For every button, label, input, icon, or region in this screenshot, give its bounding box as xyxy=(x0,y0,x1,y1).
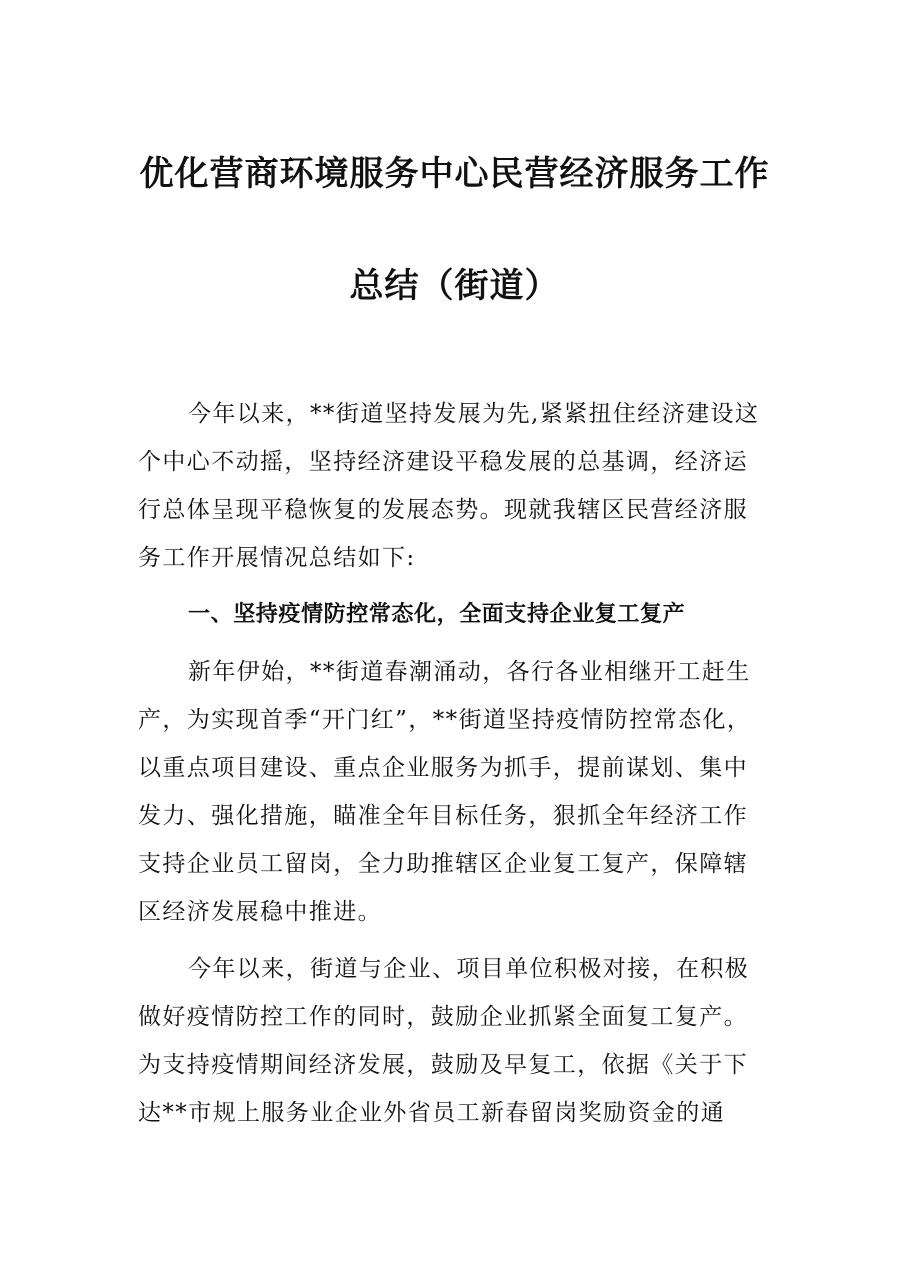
paragraph-line: 做好疫情防控工作的同时，鼓励企业抓紧全面复工复产。 xyxy=(138,1004,748,1030)
paragraph-line: 务工作开展情况总结如下: xyxy=(138,545,416,571)
document-title-line-2: 总结（街道） xyxy=(349,266,560,306)
paragraph-line: 今年以来，街道与企业、项目单位积极对接，在积极 xyxy=(188,956,750,982)
paragraph-line: 个中心不动摇，坚持经济建设平稳发展的总基调，经济运 xyxy=(138,449,748,475)
paragraph-line: 新年伊始，**街道春潮涌动，各行各业相继开工赶生 xyxy=(188,659,751,685)
paragraph-line: 达**市规上服务业企业外省员工新春留岗奖励资金的通 xyxy=(138,1100,725,1126)
paragraph-line: 产，为实现首季“开门红”，**街道坚持疫情防控常态化， xyxy=(138,707,752,733)
section-heading-text: 一、坚持疫情防控常态化，全面支持企业复工复产 xyxy=(188,602,686,627)
paragraph-line: 以重点项目建设、重点企业服务为抓手，提前谋划、集中 xyxy=(138,755,748,781)
paragraph-line: 发力、强化措施，瞄准全年目标任务，狠抓全年经济工作 xyxy=(138,803,748,829)
paragraph-line: 支持企业员工留岗，全力助推辖区企业复工复产，保障辖 xyxy=(138,851,748,877)
intro-paragraph xyxy=(138,390,778,582)
paragraph-line: 区经济发展稳中推进。 xyxy=(138,899,382,925)
paragraph-line: 行总体呈现平稳恢复的发展态势。现就我辖区民营经济服 xyxy=(138,497,748,523)
section-paragraph-1 xyxy=(138,648,778,936)
section-paragraph-2 xyxy=(138,945,778,1137)
paragraph-line: 今年以来，**街道坚持发展为先,紧紧扭住经济建设这 xyxy=(188,401,760,427)
paragraph-line: 为支持疫情期间经济发展，鼓励及早复工，依据《关于下 xyxy=(138,1052,748,1078)
document-title-line-1: 优化营商环境服务中心民营经济服务工作 xyxy=(139,154,770,194)
section-heading xyxy=(138,591,778,639)
